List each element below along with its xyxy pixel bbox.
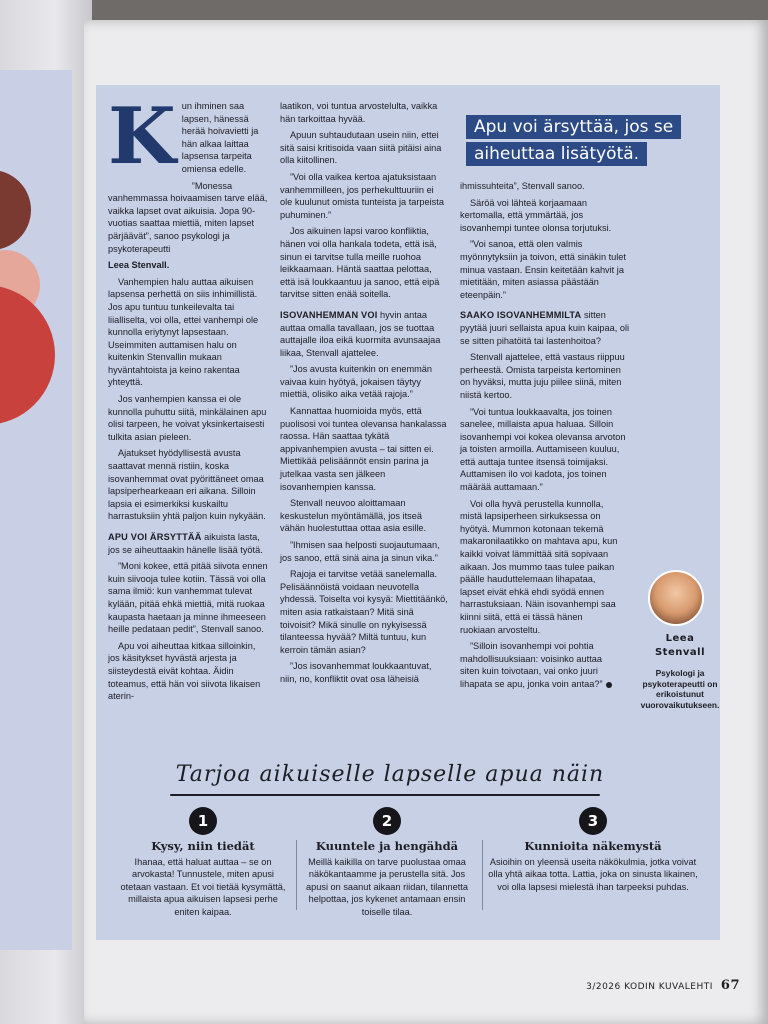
subhead: ISOVANHEMMAN VOI: [280, 309, 378, 320]
end-mark-icon: [606, 682, 612, 688]
expert-portrait: [648, 570, 704, 626]
pull-quote-text: Apu voi ärsyttää, jos se aiheuttaa lisätyötä.: [466, 115, 681, 166]
tip-title: Kunnioita näkemystä: [524, 839, 662, 853]
tip-title: Kysy, niin tiedät: [151, 839, 255, 853]
tip-title: Kuuntele ja hengähdä: [315, 839, 459, 853]
paragraph: Jos aikuinen lapsi varoo konfliktia, hänen voi olla hankala todeta, että isä, sinun ei tarvitse tulla meille ruohoa leikkaamaan. Häntä saattaa pelottaa, että isä loukkaantuu ja sanoo, että eipä tarvitse sitten enää soitella.: [280, 226, 440, 300]
paragraph: Ajatukset hyödyllisestä avusta saattavat mennä ristiin, koska isovanhemmat ovat pyörittäneet omaa lapsiperhearkeaan eri aikana. Silloin lapsia ei esimerkiksi kuskailtu harrastuksiin yhtä paljon kuin nykyään.: [108, 448, 266, 522]
tip-1: [118, 807, 288, 918]
paragraph: ”Voi sanoa, että olen valmis myönnytyksiin ja toivon, että sinäkin tulet minua vastaan. Ensin keitetään kahvit ja mietitään, miten asiassa päästään eteenpäin.”: [460, 239, 626, 300]
expert-name: [640, 632, 720, 660]
subhead-text: hyvin antaa auttaa omalla tavallaan, jos se tuottaa auttajalle iloa eikä kuormita avunsaajaa liikaa, Stenvall ajattelee.: [280, 309, 441, 358]
paragraph: Vanhempien halu auttaa aikuisen lapsensa perhettä on siis inhimillistä. Jos apu tuntuu tunkeilevalta tai liialliselta, voi olla, ettei vanhempi ole kunnolla eriytynyt lapsestaan. Useimmiten auttamisen halu on kuitenkin Stenvallin mukaan hyväntahtoista ja keino rakentaa yhteyttä.: [108, 276, 259, 388]
article-column-1: [108, 91, 268, 707]
paragraph: ”Moni kokee, että pitää siivota ennen kuin siivooja tulee kotiin. Tässä voi olla sama ilmiö: kun vanhemmat tulevat kylään, pitää ehkä miettiä, mitä ruokaa kaupasta haetaan ja minne ihmeeseen heille pedataan pedit”, Stenvall sanoo.: [108, 561, 268, 635]
paragraph: ”Jos isovanhemmat loukkaantuvat, niin, no, konfliktit ovat osa läheisiä: [280, 661, 432, 684]
tip-number-badge: 3: [579, 807, 607, 835]
paragraph: Voi olla hyvä perustella kunnolla, mistä lapsiperheen sirkuksessa on hyötyä. Mummon kotonaan tekemä makaronilaatikko on mahtava apu, kun kaikki voivat lämmittää sitä sopivaan aikaan. Jos mummo taas tulee paikan päälle hauduttelemaan lihapataa, lapset eivät ehkä ehdi syödä ennen harrastuksiaan. Näin isovanhempi saa kiinni siitä, että ei tässä hänen ruokiaan arvosteltu.: [460, 498, 618, 635]
paragraph: ”Voi tuntua loukkaavalta, jos toinen sanelee, millaista apua haluaa. Silloin isovanhempi voi kokea olevansa arvoton ja toisten armoilla. Auttamiseen kuuluu, että auttaja tuntee itsensä toimijaksi. Auttamisen ilo voi kadota, jos toinen määrää auttamaan.”: [460, 406, 626, 493]
tip-divider: [296, 840, 297, 910]
issue-label: 3/2026 KODIN KUVALEHTI: [586, 982, 713, 992]
expert-byline: Leea Stenvall.: [108, 260, 170, 271]
page-number: 67: [720, 978, 740, 993]
article-column-2: [280, 100, 448, 690]
tip-text: Meillä kaikilla on tarve puolustaa omaa näkökantaamme ja perustella sitä. Jos apusi on saanut aikaan riidan, tilannetta helpottaa, jos kykenet antamaan ensin toiselle tilaa.: [306, 857, 468, 917]
tip-text: Ihanaa, että haluat auttaa – se on arvokasta! Tunnustele, miten apusi otetaan vastaan. Et voi tietää kysymättä, millaista apua aikuisen lapsesi perhe eniten kaipaa.: [120, 857, 286, 917]
tip-text: Asioihin on yleensä useita näkökulmia, jotka voivat olla yhtä aikaa totta. Lattia, joka on sinusta likainen, voi olla lapsesi mielestä ihan tarpeeksi puhdas.: [488, 857, 698, 892]
subhead: SAAKO ISOVANHEMMILTA: [460, 310, 582, 321]
article-column-3: [460, 180, 632, 695]
paragraph: ihmissuhteita”, Stenvall sanoo.: [460, 181, 585, 191]
subhead-paragraph: [280, 309, 448, 359]
paragraph: Säröä voi lähteä korjaamaan kertomalla, että ymmärtää, jos isovanhempi tuntee olonsa torjutuksi.: [460, 197, 612, 233]
expert-last-name: Stenvall: [654, 647, 705, 658]
drop-cap: K: [108, 91, 176, 182]
previous-page-edge: [0, 0, 92, 1024]
tip-3: [488, 807, 698, 893]
subhead-paragraph: [108, 531, 268, 556]
paragraph-final: [460, 640, 620, 690]
tipbox-title: Tarjoa aikuiselle lapselle apua näin: [175, 762, 605, 787]
paragraph: ”Voi olla vaikea kertoa ajatuksistaan vanhemmilleen, jos perhekulttuuriin ei ole kuulunut omista tunteista ja tarpeista puhuminen.”: [280, 171, 444, 220]
paragraph: Rajoja ei tarvitse vetää sanelemalla. Pelisäännöistä voidaan neuvotella yhdessä. Toiselta voi kysyä: Miettitäänkö, miten asia ratkaistaan? Mitä sinä toivoisit? Mikä sinulle on nykyisessä tilanteessa hyvää? Miltä tuntuu, kun kerroin tämän asian?: [280, 569, 448, 655]
subhead-text: aikuista lasta, jos se aiheuttaakin hänelle lisää työtä.: [108, 532, 263, 555]
subhead: APU VOI ÄRSYTTÄÄ: [108, 532, 202, 542]
paragraph: Apu voi aiheuttaa kitkaa silloinkin, jos käsitykset hyvästä arjesta ja siisteydestä eivät kohtaa. Äidin toteamus, että hän voi siivota likaisen aterin-: [108, 640, 261, 702]
subhead-paragraph: [460, 309, 632, 347]
paragraph: Kannattaa huomioida myös, että puolisosi voi tuntea olevansa hankalassa raossa. Hän saattaa tykätä appivanhempien avusta – tai sitten ei. Miettikää pelisäännöt ensin parina ja jutelkaa vasta sen jälkeen isovanhempien kanssa.: [280, 406, 447, 492]
final-text: ”Silloin isovanhempi voi pohtia mahdollisuuksiaan: voisinko auttaa siten kuin toivotaan, vai onko juuri lihapata se apu, jonka voin antaa?”: [460, 641, 603, 689]
tip-2: [302, 807, 472, 918]
tip-number-badge: 1: [189, 807, 217, 835]
subhead-text: sitten pyytää juuri sellaista apua kuin kaipaa, oli se sitten pihatöitä tai lastenhoitoa?: [460, 310, 630, 346]
expert-first-name: Leea: [665, 633, 695, 644]
paragraph: Apuun suhtaudutaan usein niin, ettei sitä saisi kritisoida vaan siitä pitäisi aina olla kiitollinen.: [280, 130, 442, 166]
pull-quote: [466, 114, 716, 168]
expert-description: Psykologi ja psykoterapeutti on erikoistunut vuorovaikutukseen.: [640, 668, 720, 710]
paragraph: ”Monessa vanhemmassa hoivaamisen tarve elää, vaikka lapset ovat aikuisia. Jopa 90-vuotias saattaa miettiä, miten lapset pärjäävät”, sanoo psykologi ja psykoterapeutti: [108, 180, 268, 254]
paragraph: ”Ihmisen saa helposti suojautumaan, jos sanoo, että sinä aina ja sinun vika.”: [280, 540, 440, 563]
column-3-lower: [460, 351, 628, 690]
tipbox-underline: [170, 794, 600, 796]
paragraph: ”Jos avusta kuitenkin on enemmän vaivaa kuin hyötyä, jokaisen täytyy miettiä, olisiko aika vetää rajoja.”: [280, 364, 432, 400]
page-folio: [540, 978, 740, 993]
paragraph: Stenvall ajattelee, että vastaus riippuu perheestä. Omista tarpeista kertominen on hyväksi, mutta juju piilee siinä, miten niistä kertoo.: [460, 352, 625, 400]
tip-number-badge: 2: [373, 807, 401, 835]
paragraph: Jos vanhempien kanssa ei ole kunnolla puhuttu siitä, minkälainen apu olisi tarpeen, he voivat yksinkertaisesti tulkita asian pieleen.: [108, 394, 267, 442]
paragraph: laatikon, voi tuntua arvostelulta, vaikka hän tarkoittaa hyvää.: [280, 101, 438, 124]
paragraph: Stenvall neuvoo aloittamaan keskustelun myöntämällä, jos itseä vähän huolestuttaa ottaa asia esille.: [280, 498, 427, 534]
tip-divider: [482, 840, 483, 910]
paragraph: un ihminen saa lapsen, hänessä herää hoivavietti ja hän alkaa laittaa lapsensa tarpeita omiensa edelle.: [181, 101, 259, 174]
